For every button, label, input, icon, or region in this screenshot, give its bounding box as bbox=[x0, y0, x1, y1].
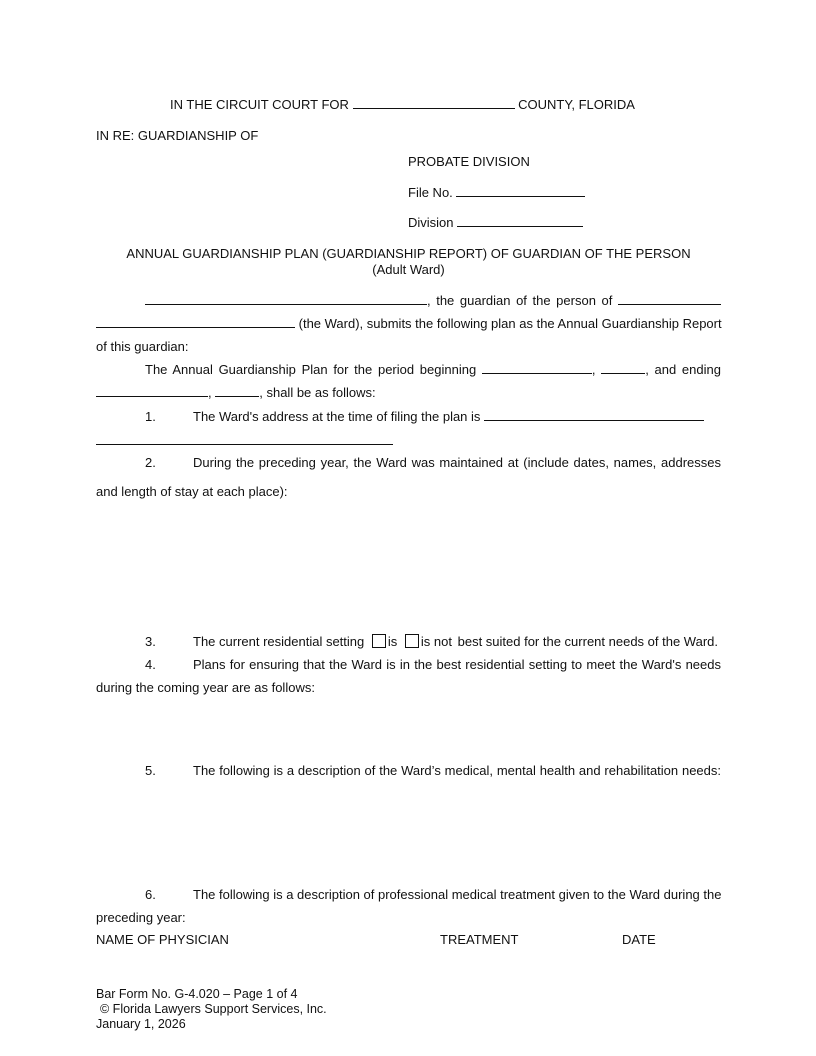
comma: , bbox=[208, 385, 212, 400]
header-physician: NAME OF PHYSICIAN bbox=[96, 932, 229, 947]
probate-division: PROBATE DIVISION bbox=[408, 154, 530, 169]
file-no-line bbox=[408, 185, 585, 200]
intro-text-1: , the guardian of the person of bbox=[427, 293, 613, 308]
court-prefix: IN THE CIRCUIT COURT FOR bbox=[170, 97, 349, 112]
item-4-line-1: Plans for ensuring that the Ward is in the best residential setting to meet the Ward's needs bbox=[193, 657, 721, 672]
division-label: Division bbox=[408, 215, 454, 230]
item-3-line bbox=[193, 634, 718, 649]
period-begin-blank[interactable] bbox=[482, 362, 592, 374]
guardian-name-blank[interactable] bbox=[145, 293, 427, 305]
is-checkbox[interactable] bbox=[372, 634, 386, 648]
period-line-1 bbox=[96, 362, 721, 377]
shall-be-text: , shall be as follows: bbox=[259, 385, 376, 400]
intro-text-2: (the Ward), submits the following plan as the Annual Guardianship Report bbox=[298, 316, 722, 331]
address-blank-2[interactable] bbox=[96, 434, 393, 445]
footer-date: January 1, 2026 bbox=[96, 1017, 186, 1031]
item-6-line-1: The following is a description of professional medical treatment given to the Ward during the bbox=[193, 887, 722, 902]
is-label: is bbox=[387, 634, 398, 649]
item-5-number: 5. bbox=[145, 763, 156, 778]
item-2-line-2: and length of stay at each place): bbox=[96, 484, 288, 499]
item-6-line-2: preceding year: bbox=[96, 910, 186, 925]
file-no-label: File No. bbox=[408, 185, 453, 200]
and-ending-text: , and ending bbox=[645, 362, 721, 377]
court-suffix: COUNTY, FLORIDA bbox=[518, 97, 635, 112]
comma: , bbox=[591, 362, 596, 377]
document-title: ANNUAL GUARDIANSHIP PLAN (GUARDIANSHIP REPORT) OF GUARDIAN OF THE PERSON bbox=[126, 246, 691, 261]
file-no-blank[interactable] bbox=[456, 185, 585, 197]
period-text: The Annual Guardianship Plan for the period beginning bbox=[145, 362, 477, 377]
intro-line-2 bbox=[96, 316, 721, 331]
item-1-label: The Ward's address at the time of filing the plan is bbox=[193, 409, 481, 424]
document-subtitle: (Adult Ward) bbox=[372, 262, 445, 277]
division-blank[interactable] bbox=[457, 215, 583, 227]
period-line-2 bbox=[96, 385, 376, 400]
item-1-number: 1. bbox=[145, 409, 156, 424]
period-end-year-blank[interactable] bbox=[215, 385, 259, 397]
ward-name-blank-1[interactable] bbox=[618, 293, 721, 305]
item-4-line-2: during the coming year are as follows: bbox=[96, 680, 315, 695]
item-2-number: 2. bbox=[145, 455, 156, 470]
copyright: © Florida Lawyers Support Services, Inc. bbox=[100, 1002, 327, 1016]
item-4-number: 4. bbox=[145, 657, 156, 672]
item-3-number: 3. bbox=[145, 634, 156, 649]
is-not-label: is not bbox=[420, 634, 452, 649]
item-3-tail: best suited for the current needs of the Ward. bbox=[457, 634, 718, 649]
period-begin-year-blank[interactable] bbox=[601, 362, 645, 374]
period-end-blank[interactable] bbox=[96, 385, 208, 397]
county-blank[interactable] bbox=[353, 97, 515, 109]
ward-name-blank-2[interactable] bbox=[96, 316, 295, 328]
intro-line-1 bbox=[96, 293, 721, 308]
header-date: DATE bbox=[622, 932, 656, 947]
is-not-checkbox[interactable] bbox=[405, 634, 419, 648]
item-1-text bbox=[193, 409, 704, 424]
division-line bbox=[408, 215, 583, 230]
item-3-label: The current residential setting bbox=[193, 634, 365, 649]
intro-line-3: of this guardian: bbox=[96, 339, 189, 354]
court-caption bbox=[170, 97, 635, 112]
form-number: Bar Form No. G-4.020 – Page 1 of 4 bbox=[96, 987, 298, 1001]
item-2-line-1: During the preceding year, the Ward was maintained at (include dates, names, addresses bbox=[193, 455, 721, 470]
item-6-number: 6. bbox=[145, 887, 156, 902]
header-treatment: TREATMENT bbox=[440, 932, 519, 947]
item-5-line: The following is a description of the Ward’s medical, mental health and rehabilitation needs: bbox=[193, 763, 721, 778]
address-blank-1[interactable] bbox=[484, 409, 704, 421]
in-re-label: IN RE: GUARDIANSHIP OF bbox=[96, 128, 259, 143]
